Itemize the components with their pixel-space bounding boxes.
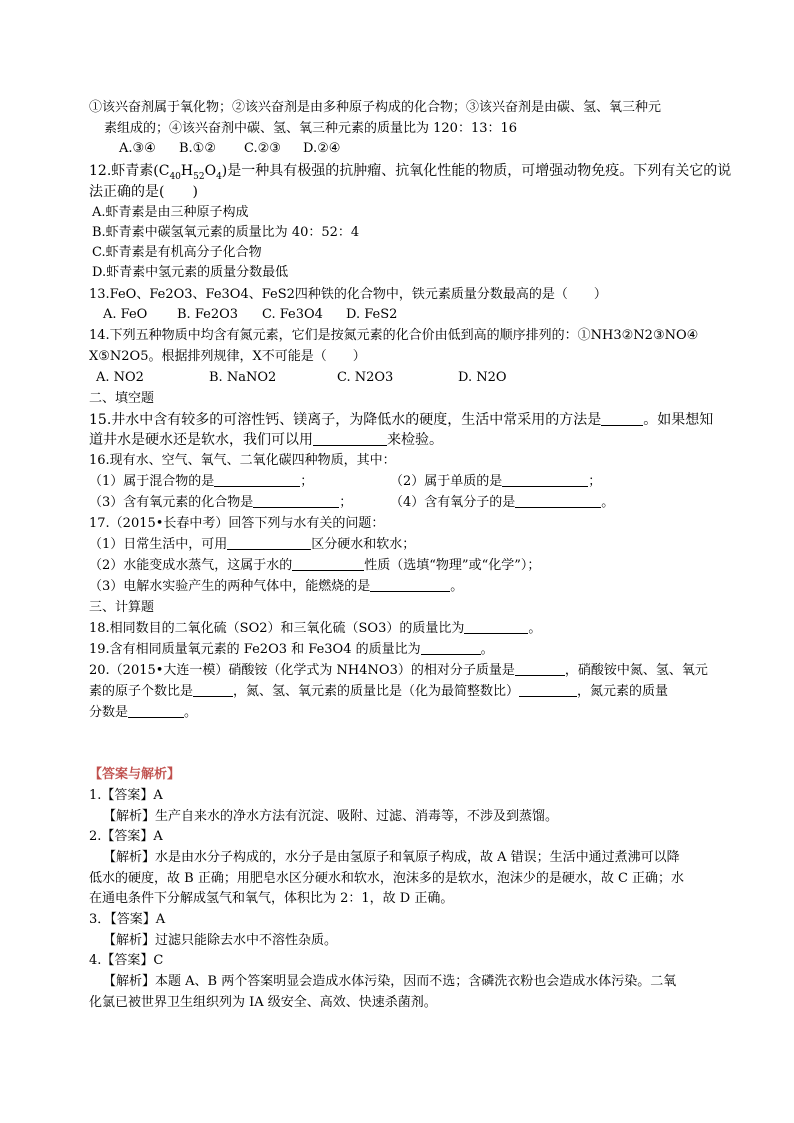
q12-choice-d: D.虾青素中氢元素的质量分数最低 <box>92 265 289 280</box>
q12-stem-line2: 法正确的是( ) <box>89 184 198 200</box>
q16-blank-1 <box>214 472 300 487</box>
q16-blank-2 <box>502 472 588 487</box>
q16-part3: （3）含有氧元素的化合物是 ； <box>89 495 353 510</box>
q14-stem-line2: X⑤N2O5。根据排列规律，X不可能是（ ） <box>89 349 366 364</box>
q18-blank <box>464 619 528 634</box>
answer-4-label: 4.【答案】C <box>89 953 164 968</box>
q11-choice-d: D.②④ <box>303 141 341 156</box>
q15-line1: 15.井水中含有较多的可溶性钙、镁离子，为降低水的硬度，生活中常采用的方法是 。如果想知 <box>89 412 714 428</box>
answer-2-label: 2.【答案】A <box>89 829 163 844</box>
q13-choice-d: D. FeS2 <box>346 307 398 322</box>
q17-part1: （1）日常生活中，可用 区分硬水和软水； <box>89 537 416 552</box>
answer-2-explanation-2: 低水的硬度，故 B 正确；用肥皂水区分硬水和软水，泡沫多的是软水，泡沫少的是硬水，故 C 正确；水 <box>89 871 685 886</box>
q12-choice-a: A.虾青素是由三种原子构成 <box>92 205 249 220</box>
q17-blank-2 <box>292 556 364 571</box>
q15-line2: 道井水是硬水还是软水，我们可以用 来检验。 <box>89 432 443 448</box>
answers-header: 【答案与解析】 <box>89 767 181 782</box>
q16-blank-4 <box>515 493 601 508</box>
q20-blank-2 <box>193 682 233 697</box>
q17-stem: 17.（2015•长春中考）回答下列与水有关的问题： <box>89 516 385 531</box>
q11-choice-c: C.②③ <box>244 141 281 156</box>
q19-blank <box>421 640 481 655</box>
q11-options-line1: ①该兴奋剂属于氧化物；②该兴奋剂是由多种原子构成的化合物；③该兴奋剂是由碳、氢、氧三种元 <box>89 100 662 115</box>
q11-options-line2: 素组成的；④该兴奋剂中碳、氢、氧三种元素的质量比为 120：13：16 <box>104 121 518 136</box>
q20-blank-1 <box>515 661 565 676</box>
q20-blank-4 <box>128 703 184 718</box>
q13-choice-b: B. Fe2O3 <box>177 307 239 322</box>
q13-stem: 13.FeO、Fe2O3、Fe3O4、FeS2四种铁的化合物中，铁元素质量分数最高的是（ ） <box>89 287 607 302</box>
q12-choice-c: C.虾青素是有机高分子化合物 <box>92 245 262 260</box>
q18: 18.相同数目的二氧化硫（SO2）和三氧化硫（SO3）的质量比为 。 <box>89 621 542 636</box>
q14-choice-a: A. NO2 <box>96 370 144 385</box>
q20-line3: 分数是 。 <box>89 705 198 720</box>
q17-part3: （3）电解水实验产生的两种气体中，能燃烧的是 。 <box>89 579 464 594</box>
q17-blank-1 <box>227 535 311 550</box>
q14-choice-c: C. N2O3 <box>337 370 394 385</box>
q20-blank-3 <box>519 682 577 697</box>
q19: 19.含有相同质量氧元素的 Fe2O3 和 Fe3O4 的质量比为 。 <box>89 642 494 657</box>
answer-4-explanation-1: 【解析】本题 A、B 两个答案明显会造成水体污染，因而不选；含磷洗衣粉也会造成水体污染。二氧 <box>103 974 677 989</box>
section-calc-title: 三、计算题 <box>89 600 155 615</box>
answer-3-label: 3．【答案】A <box>89 912 166 927</box>
q11-choice-b: B.①② <box>179 141 216 156</box>
q15-blank-2 <box>313 431 387 446</box>
q13-choice-c: C. Fe3O4 <box>262 307 323 322</box>
answer-2-explanation-3: 在通电条件下分解成氢气和氧气，体积比为 2：1，故 D 正确。 <box>89 891 454 906</box>
q16-part1: （1）属于混合物的是 ； <box>89 474 314 489</box>
q20-line1: 20.（2015•大连一模）硝酸铵（化学式为 NH4NO3）的相对分子质量是 ，硝酸铵中氮、氢、氧元 <box>89 663 708 678</box>
q16-blank-3 <box>253 493 339 508</box>
answer-4-explanation-2: 化氯已被世界卫生组织列为 IA 级安全、高效、快速杀菌剂。 <box>89 995 437 1010</box>
q17-blank-3 <box>370 577 450 592</box>
q12-stem-line1: 12.虾青素$(C_{40}H_{52}O_4)$是一种具有极强的抗肿瘤、抗氧化性能的物质，可增强动物免疫。下列有关它的说 <box>89 163 732 182</box>
q15-blank-1 <box>601 411 643 426</box>
q12-choice-b: B.虾青素中碳氢氧元素的质量比为 40：52：4 <box>92 225 360 240</box>
q16-stem: 16.现有水、空气、氧气、二氧化碳四种物质，其中： <box>89 453 396 468</box>
q20-line2: 素的原子个数比是 ，氮、氢、氧元素的质量比是（化为最简整数比） ，氮元素的质量 <box>89 684 669 699</box>
q14-choice-d: D. N2O <box>458 370 507 385</box>
q11-choice-a: A.③④ <box>119 141 156 156</box>
answer-1-label: 1.【答案】A <box>89 788 163 803</box>
q16-part2: （2）属于单质的是 ； <box>390 474 602 489</box>
answer-1-explanation: 【解析】生产自来水的净水方法有沉淀、吸附、过滤、消毒等，不涉及到蒸馏。 <box>103 809 559 824</box>
q17-part2: （2）水能变成水蒸气，这属于水的 性质（选填“物理”或“化学”）； <box>89 558 541 573</box>
q13-choice-a: A. FeO <box>103 307 148 322</box>
answer-3-explanation: 【解析】过滤只能除去水中不溶性杂质。 <box>103 933 338 948</box>
section-fill-in-title: 二、填空题 <box>89 391 155 406</box>
q14-stem-line1: 14.下列五种物质中均含有氮元素，它们是按氮元素的化合价由低到高的顺序排列的：①NH3②N2③NO④ <box>89 328 699 343</box>
q16-part4: （4）含有氧分子的是 。 <box>390 495 615 510</box>
answer-2-explanation-1: 【解析】水是由水分子构成的，水分子是由氢原子和氧原子构成，故 A 错误；生活中通过煮沸可以降 <box>103 850 680 865</box>
q14-choice-b: B. NaNO2 <box>209 370 277 385</box>
